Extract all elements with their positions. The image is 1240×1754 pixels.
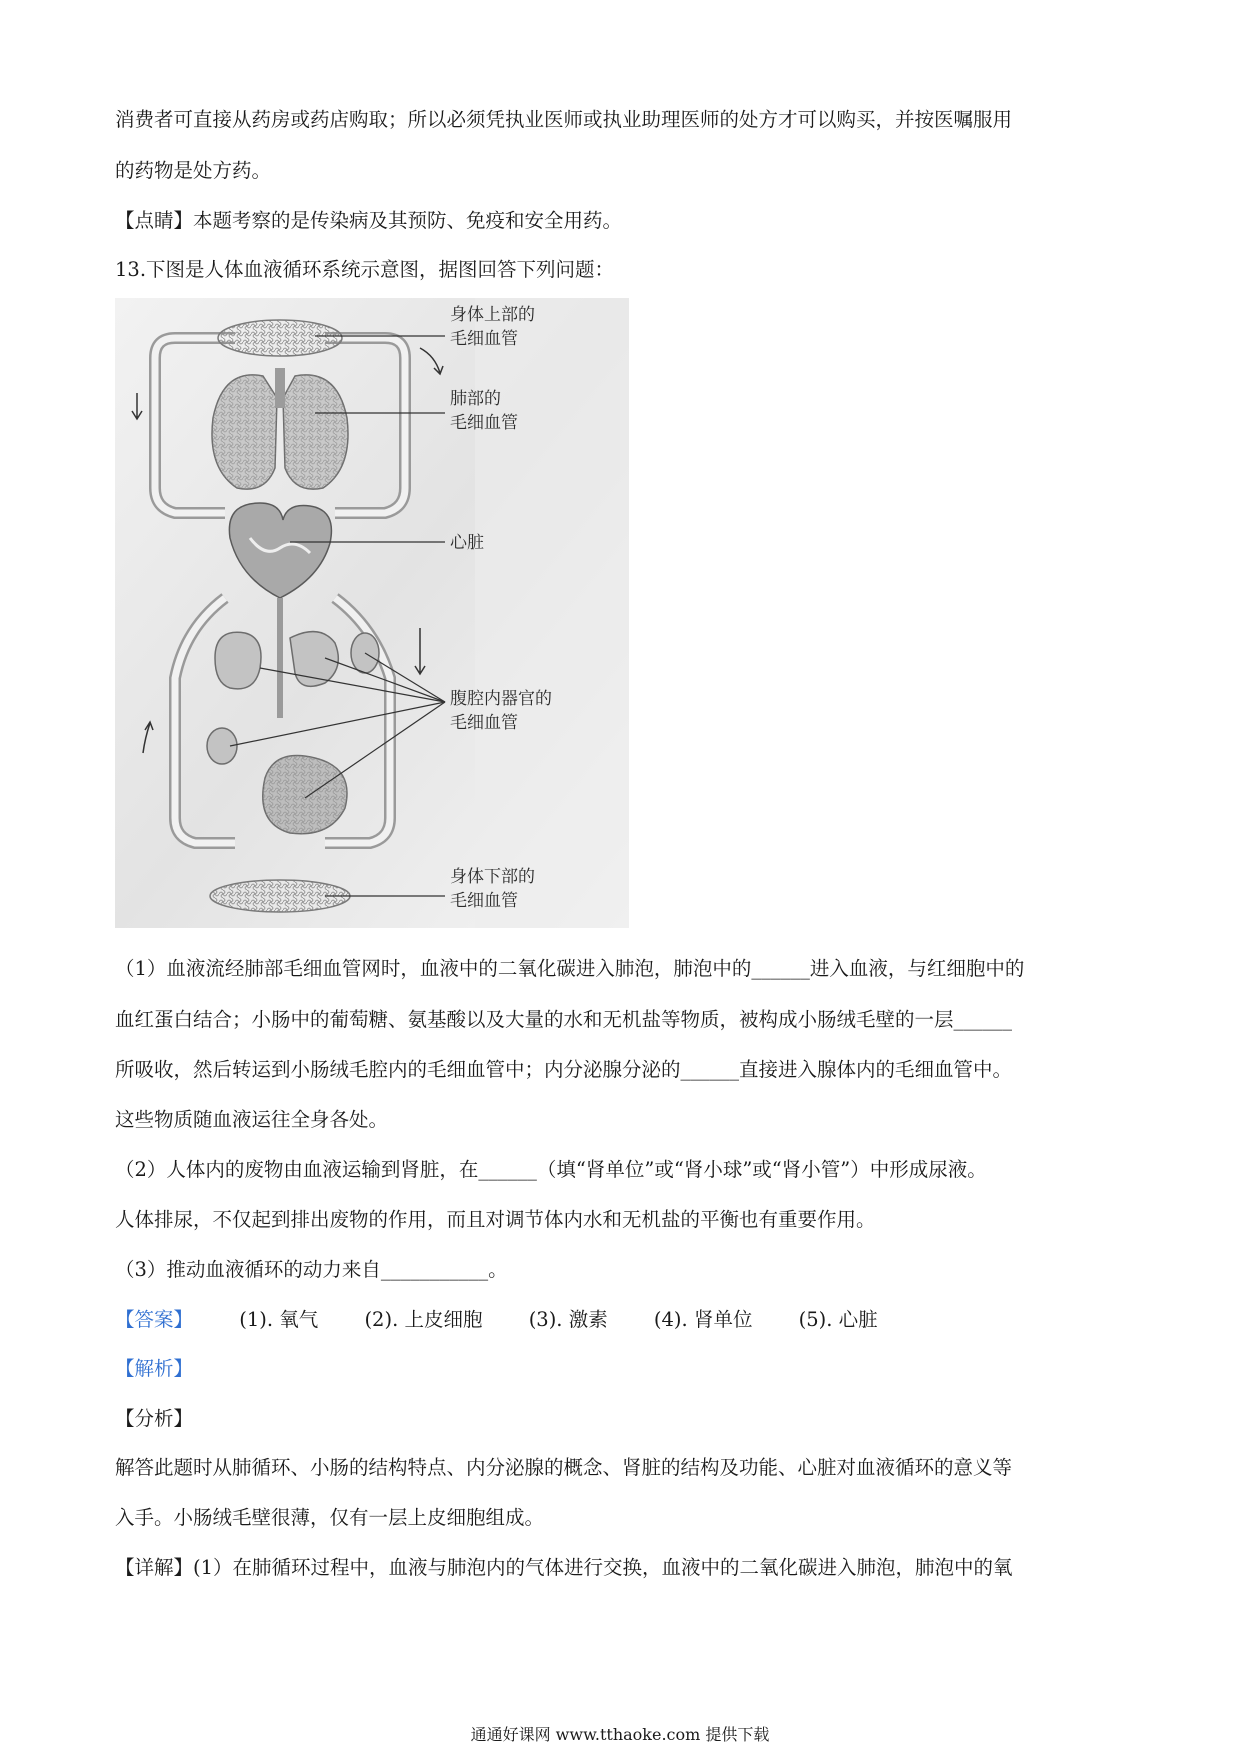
answer-label: 【答案】 xyxy=(115,1308,194,1331)
question-line-3: 所吸收，然后转运到小肠绒毛腔内的毛细血管中；内分泌腺分泌的______直接进入腺体内的毛细血管中。 xyxy=(115,1058,1013,1081)
analysis-line-1: 解答此题时从肺循环、小肠的结构特点、内分泌腺的概念、肾脏的结构及功能、心脏对血液循环的意义等 xyxy=(115,1456,1013,1479)
question-line-4: 这些物质随血液运往全身各处。 xyxy=(115,1108,389,1131)
answer-row xyxy=(115,1306,1135,1334)
question-title: 13.下图是人体血液循环系统示意图，据图回答下列问题： xyxy=(115,258,615,281)
label-lower-1: 身体下部的 xyxy=(450,867,535,886)
answer-item-5: (5). 心脏 xyxy=(798,1308,878,1331)
question-line-5: （2）人体内的废物由血液运输到肾脏，在______（填“肾单位”或“肾小球”或“肾小管”）中形成尿液。 xyxy=(115,1158,987,1181)
label-heart: 心脏 xyxy=(450,533,484,552)
question-line-7: （3）推动血液循环的动力来自___________。 xyxy=(115,1258,508,1281)
text-line-1: 消费者可直接从药房或药店购取；所以必须凭执业医师或执业助理医师的处方才可以购买，并按医嘱服用 xyxy=(115,108,1013,131)
circulation-diagram xyxy=(115,298,629,928)
question-line-2: 血红蛋白结合；小肠中的葡萄糖、氨基酸以及大量的水和无机盐等物质，被构成小肠绒毛壁的一层______ xyxy=(115,1008,1013,1031)
footer-watermark: 通通好课网 www.tthaoke.com 提供下载 xyxy=(470,1725,770,1744)
label-upper-1: 身体上部的 xyxy=(450,305,535,324)
label-lung-2: 毛细血管 xyxy=(450,413,518,432)
label-abdomen-2: 毛细血管 xyxy=(450,713,518,732)
fenxi-heading: 【分析】 xyxy=(115,1407,194,1430)
label-abdomen-1: 腹腔内器官的 xyxy=(450,689,552,708)
label-upper-2: 毛细血管 xyxy=(450,329,518,348)
answer-item-1: (1). 氧气 xyxy=(239,1308,319,1331)
text-line-2: 的药物是处方药。 xyxy=(115,159,272,182)
label-lung-1: 肺部的 xyxy=(450,389,501,408)
question-line-1: （1）血液流经肺部毛细血管网时，血液中的二氧化碳进入肺泡，肺泡中的______进入血液，与红细胞中的 xyxy=(115,957,1025,980)
analysis-line-2: 入手。小肠绒毛壁很薄，仅有一层上皮细胞组成。 xyxy=(115,1506,545,1529)
answer-item-2: (2). 上皮细胞 xyxy=(364,1308,483,1331)
detail-line: 【详解】(1）在肺循环过程中，血液与肺泡内的气体进行交换，血液中的二氧化碳进入肺泡，肺泡中的氧 xyxy=(115,1556,1013,1579)
dianjing-line: 【点睛】本题考察的是传染病及其预防、免疫和安全用药。 xyxy=(115,209,623,232)
label-lower-2: 毛细血管 xyxy=(450,891,518,910)
question-line-6: 人体排尿，不仅起到排出废物的作用，而且对调节体内水和无机盐的平衡也有重要作用。 xyxy=(115,1208,876,1231)
answer-item-3: (3). 激素 xyxy=(528,1308,608,1331)
jiexi-heading: 【解析】 xyxy=(115,1357,194,1380)
answer-item-4: (4). 肾单位 xyxy=(653,1308,753,1331)
